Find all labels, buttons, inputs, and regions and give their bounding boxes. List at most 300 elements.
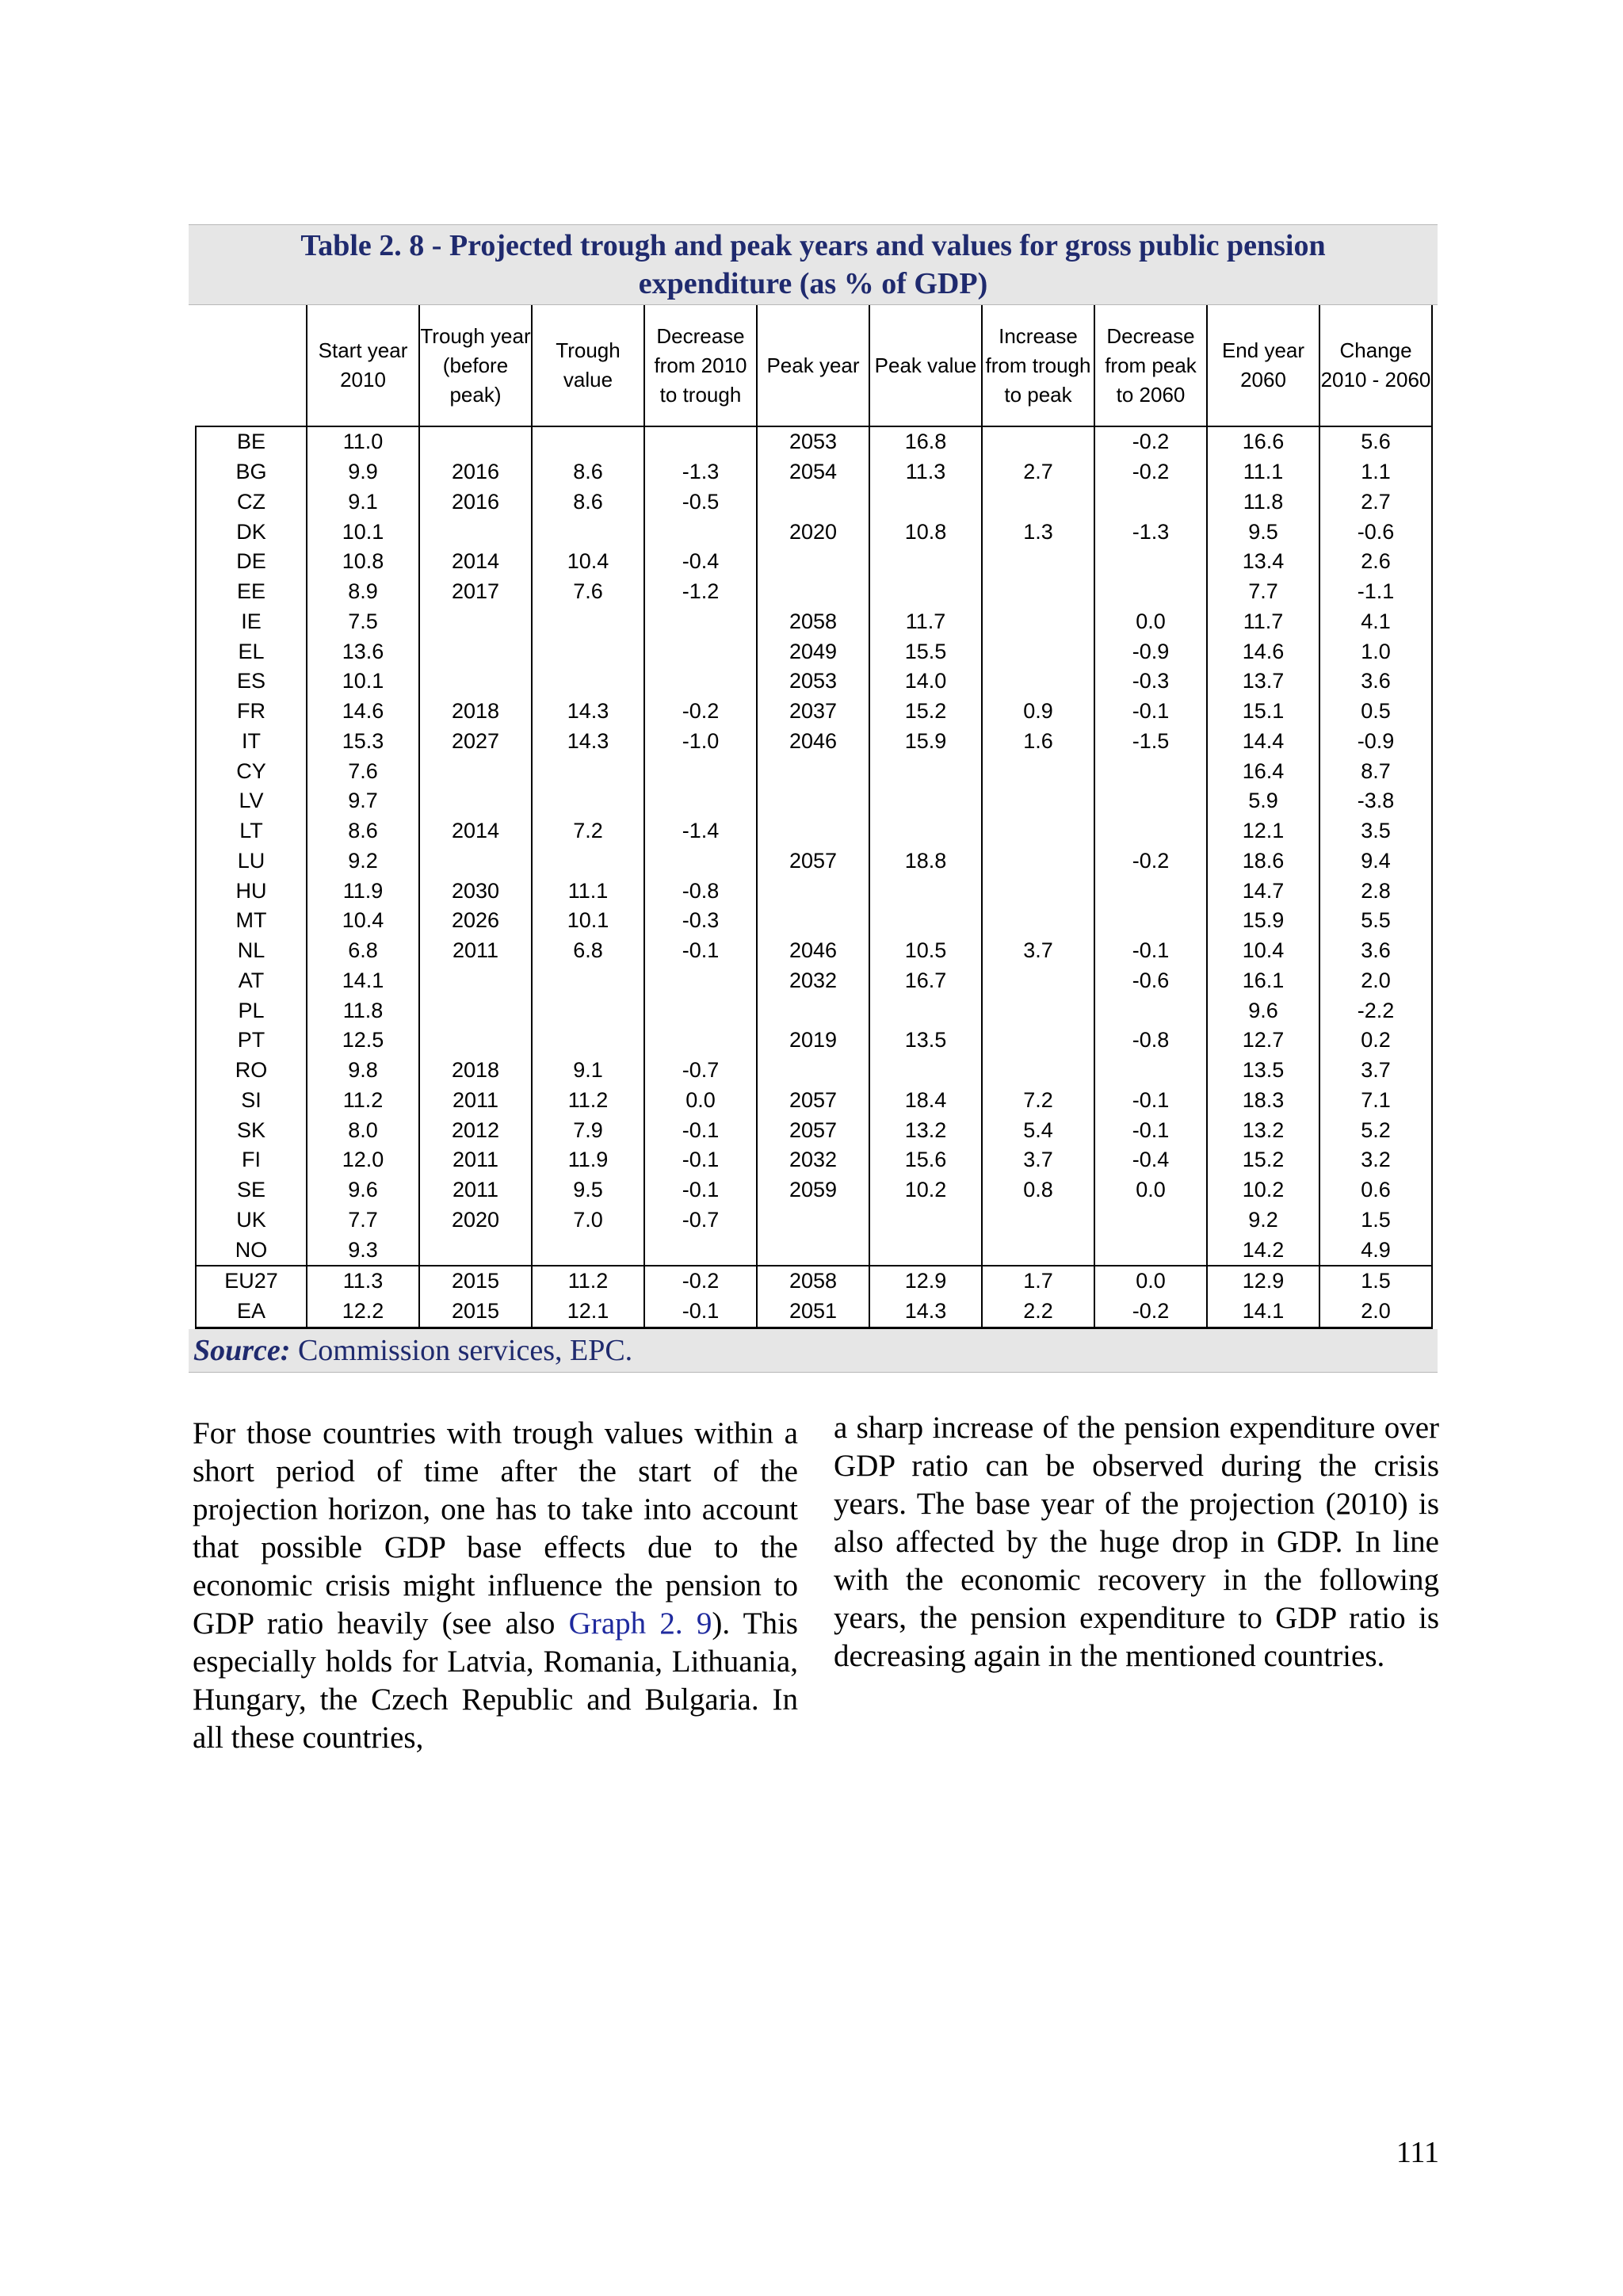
country-cell: LU bbox=[196, 846, 307, 877]
table-cell: 1.5 bbox=[1319, 1205, 1432, 1236]
table-cell: 9.1 bbox=[307, 487, 419, 518]
country-cell: PL bbox=[196, 995, 307, 1026]
table-cell: 1.3 bbox=[982, 517, 1094, 547]
country-cell: DE bbox=[196, 547, 307, 577]
table-cell: 2032 bbox=[757, 1145, 869, 1175]
table-row bbox=[196, 457, 1432, 487]
table-cell: 7.2 bbox=[982, 1086, 1094, 1116]
table-cell: 3.6 bbox=[1319, 667, 1432, 697]
table-row bbox=[196, 1205, 1432, 1236]
table-cell bbox=[532, 756, 644, 786]
table-cell: 12.9 bbox=[1207, 1266, 1319, 1297]
table-cell: 11.1 bbox=[1207, 457, 1319, 487]
table-cell: 11.2 bbox=[307, 1086, 419, 1116]
table-cell: 11.9 bbox=[307, 876, 419, 906]
table-cell: 8.0 bbox=[307, 1115, 419, 1145]
table-cell: 14.1 bbox=[1207, 1297, 1319, 1328]
table-cell: -3.8 bbox=[1319, 786, 1432, 816]
table-cell: -0.4 bbox=[644, 547, 757, 577]
table-cell: 2054 bbox=[757, 457, 869, 487]
table-cell bbox=[982, 876, 1094, 906]
table-cell: 10.2 bbox=[1207, 1175, 1319, 1205]
table-cell: 16.4 bbox=[1207, 756, 1319, 786]
table-cell: 8.6 bbox=[532, 487, 644, 518]
table-cell: 2.2 bbox=[982, 1297, 1094, 1328]
table-cell: -1.2 bbox=[644, 577, 757, 607]
graph-link[interactable]: Graph 2. 9 bbox=[568, 1606, 712, 1641]
table-cell bbox=[982, 995, 1094, 1026]
table-row bbox=[196, 667, 1432, 697]
table-cell: 10.1 bbox=[307, 667, 419, 697]
table-cell bbox=[757, 906, 869, 936]
table-cell bbox=[869, 1235, 982, 1266]
table-cell bbox=[532, 636, 644, 667]
table-cell: 2030 bbox=[419, 876, 532, 906]
table-cell bbox=[419, 1026, 532, 1056]
table-row bbox=[196, 816, 1432, 846]
table-cell bbox=[1094, 995, 1207, 1026]
table-cell: 11.2 bbox=[532, 1266, 644, 1297]
table-cell: 14.0 bbox=[869, 667, 982, 697]
table-cell bbox=[869, 487, 982, 518]
table-cell: 9.2 bbox=[307, 846, 419, 877]
table-cell: -0.1 bbox=[644, 936, 757, 966]
table-cell: 6.8 bbox=[307, 936, 419, 966]
table-cell: 2016 bbox=[419, 487, 532, 518]
table-cell: 4.1 bbox=[1319, 607, 1432, 637]
table-cell: 10.4 bbox=[1207, 936, 1319, 966]
country-cell: EL bbox=[196, 636, 307, 667]
table-cell: -0.8 bbox=[1094, 1026, 1207, 1056]
table-cell bbox=[419, 995, 532, 1026]
table-cell bbox=[982, 426, 1094, 457]
table-cell: 10.5 bbox=[869, 936, 982, 966]
table-cell: 15.2 bbox=[1207, 1145, 1319, 1175]
table-cell: -0.1 bbox=[644, 1145, 757, 1175]
table-cell: 15.9 bbox=[1207, 906, 1319, 936]
table-cell: 0.0 bbox=[1094, 1266, 1207, 1297]
table-cell: -0.2 bbox=[644, 697, 757, 727]
table-cell: 2057 bbox=[757, 1086, 869, 1116]
table-cell: -0.1 bbox=[1094, 936, 1207, 966]
table-cell: 7.7 bbox=[1207, 577, 1319, 607]
table-cell: 4.9 bbox=[1319, 1235, 1432, 1266]
table-cell bbox=[532, 667, 644, 697]
table-block bbox=[189, 224, 1438, 1373]
country-cell: IT bbox=[196, 727, 307, 757]
table-cell bbox=[982, 636, 1094, 667]
table-cell bbox=[982, 667, 1094, 697]
header-peak-year: Peak year bbox=[757, 305, 869, 426]
table-row bbox=[196, 697, 1432, 727]
table-cell bbox=[869, 756, 982, 786]
country-cell: BG bbox=[196, 457, 307, 487]
table-cell bbox=[982, 786, 1094, 816]
country-cell: EA bbox=[196, 1297, 307, 1328]
table-cell bbox=[869, 786, 982, 816]
table-cell: 8.9 bbox=[307, 577, 419, 607]
table-cell: 14.4 bbox=[1207, 727, 1319, 757]
table-cell bbox=[869, 547, 982, 577]
table-cell bbox=[532, 517, 644, 547]
table-cell bbox=[1094, 487, 1207, 518]
table-cell: 2.6 bbox=[1319, 547, 1432, 577]
table-cell: 2016 bbox=[419, 457, 532, 487]
table-cell bbox=[982, 577, 1094, 607]
table-cell bbox=[869, 876, 982, 906]
table-cell: 11.3 bbox=[307, 1266, 419, 1297]
table-cell bbox=[982, 1026, 1094, 1056]
table-row bbox=[196, 547, 1432, 577]
table-cell bbox=[982, 816, 1094, 846]
table-cell: 2011 bbox=[419, 1175, 532, 1205]
table-cell: 2.0 bbox=[1319, 966, 1432, 996]
table-cell: -1.0 bbox=[644, 727, 757, 757]
table-cell: -0.1 bbox=[1094, 1086, 1207, 1116]
table-cell: 2058 bbox=[757, 607, 869, 637]
header-trough-value: Trough value bbox=[532, 305, 644, 426]
table-cell bbox=[644, 786, 757, 816]
table-cell bbox=[757, 816, 869, 846]
source-text: Commission services, EPC. bbox=[290, 1333, 633, 1367]
table-cell bbox=[1094, 756, 1207, 786]
table-cell bbox=[982, 966, 1094, 996]
table-cell: -0.3 bbox=[1094, 667, 1207, 697]
table-cell bbox=[1094, 577, 1207, 607]
table-cell: 2057 bbox=[757, 1115, 869, 1145]
table-cell: 7.5 bbox=[307, 607, 419, 637]
table-title: Table 2. 8 - Projected trough and peak years and values for gross public pension expenditure (as % of GDP) bbox=[189, 224, 1438, 305]
table-cell: 0.5 bbox=[1319, 697, 1432, 727]
table-cell bbox=[982, 1235, 1094, 1266]
table-cell bbox=[757, 876, 869, 906]
country-cell: SK bbox=[196, 1115, 307, 1145]
table-cell: 14.3 bbox=[532, 697, 644, 727]
table-cell: 2018 bbox=[419, 1056, 532, 1086]
table-cell: 3.5 bbox=[1319, 816, 1432, 846]
table-cell bbox=[1094, 786, 1207, 816]
table-cell bbox=[757, 547, 869, 577]
table-cell bbox=[1094, 906, 1207, 936]
table-cell: 13.2 bbox=[869, 1115, 982, 1145]
table-cell bbox=[644, 966, 757, 996]
table-cell bbox=[644, 607, 757, 637]
table-cell: 2046 bbox=[757, 936, 869, 966]
table-cell: 1.5 bbox=[1319, 1266, 1432, 1297]
pension-table bbox=[195, 305, 1433, 1329]
table-cell: 2012 bbox=[419, 1115, 532, 1145]
country-cell: EE bbox=[196, 577, 307, 607]
table-cell: 7.7 bbox=[307, 1205, 419, 1236]
table-cell: 11.3 bbox=[869, 457, 982, 487]
table-cell: 16.8 bbox=[869, 426, 982, 457]
table-cell: -0.2 bbox=[1094, 846, 1207, 877]
table-cell bbox=[644, 846, 757, 877]
table-cell bbox=[757, 1235, 869, 1266]
table-cell bbox=[869, 995, 982, 1026]
table-row bbox=[196, 846, 1432, 877]
table-cell: 12.5 bbox=[307, 1026, 419, 1056]
table-cell: 15.6 bbox=[869, 1145, 982, 1175]
table-cell: 3.6 bbox=[1319, 936, 1432, 966]
table-cell bbox=[982, 906, 1094, 936]
table-cell bbox=[644, 1235, 757, 1266]
country-cell: FI bbox=[196, 1145, 307, 1175]
table-body bbox=[196, 426, 1432, 1328]
table-cell: 2.0 bbox=[1319, 1297, 1432, 1328]
table-cell: 2058 bbox=[757, 1266, 869, 1297]
table-cell bbox=[419, 1235, 532, 1266]
table-cell: -0.5 bbox=[644, 487, 757, 518]
country-cell: RO bbox=[196, 1056, 307, 1086]
table-cell bbox=[419, 966, 532, 996]
table-header-row bbox=[196, 305, 1432, 426]
table-cell bbox=[419, 607, 532, 637]
table-cell bbox=[419, 786, 532, 816]
table-cell: 0.6 bbox=[1319, 1175, 1432, 1205]
page-number: 111 bbox=[1396, 2136, 1439, 2169]
table-cell: -0.8 bbox=[644, 876, 757, 906]
table-cell: 15.3 bbox=[307, 727, 419, 757]
table-cell: 14.6 bbox=[307, 697, 419, 727]
table-cell: 2017 bbox=[419, 577, 532, 607]
table-row bbox=[196, 577, 1432, 607]
table-cell: 2011 bbox=[419, 936, 532, 966]
table-cell bbox=[532, 846, 644, 877]
table-cell bbox=[644, 1026, 757, 1056]
table-cell bbox=[982, 846, 1094, 877]
table-cell bbox=[532, 786, 644, 816]
table-cell bbox=[644, 756, 757, 786]
table-cell bbox=[757, 786, 869, 816]
table-row bbox=[196, 1115, 1432, 1145]
table-row bbox=[196, 727, 1432, 757]
table-cell: 18.4 bbox=[869, 1086, 982, 1116]
table-row bbox=[196, 607, 1432, 637]
table-cell: 2014 bbox=[419, 547, 532, 577]
table-cell: 7.9 bbox=[532, 1115, 644, 1145]
header-start-year: Start year 2010 bbox=[307, 305, 419, 426]
table-cell bbox=[419, 756, 532, 786]
table-cell bbox=[1094, 1056, 1207, 1086]
table-cell: 3.7 bbox=[982, 936, 1094, 966]
country-cell: IE bbox=[196, 607, 307, 637]
table-cell: 11.7 bbox=[1207, 607, 1319, 637]
table-cell: 2032 bbox=[757, 966, 869, 996]
table-cell: 11.8 bbox=[1207, 487, 1319, 518]
table-cell bbox=[982, 1205, 1094, 1236]
table-cell: -0.1 bbox=[1094, 697, 1207, 727]
table-cell: 0.9 bbox=[982, 697, 1094, 727]
table-cell: -0.1 bbox=[644, 1297, 757, 1328]
table-cell: 10.8 bbox=[869, 517, 982, 547]
table-cell: 2020 bbox=[419, 1205, 532, 1236]
country-cell: SE bbox=[196, 1175, 307, 1205]
table-cell: 10.1 bbox=[532, 906, 644, 936]
table-cell: -0.2 bbox=[1094, 457, 1207, 487]
table-cell: 2019 bbox=[757, 1026, 869, 1056]
table-cell: 9.9 bbox=[307, 457, 419, 487]
header-decrease-to-2060: Decrease from peak to 2060 bbox=[1094, 305, 1207, 426]
table-cell: -0.6 bbox=[1094, 966, 1207, 996]
country-cell: FR bbox=[196, 697, 307, 727]
table-cell bbox=[532, 607, 644, 637]
table-row bbox=[196, 756, 1432, 786]
table-cell: 9.5 bbox=[532, 1175, 644, 1205]
table-cell bbox=[644, 995, 757, 1026]
table-cell: -0.1 bbox=[644, 1115, 757, 1145]
table-cell: 11.9 bbox=[532, 1145, 644, 1175]
table-cell: 18.6 bbox=[1207, 846, 1319, 877]
left-text-start: For those countries with trough values within a short period of time after the start of the projection horizon, one has to take into account that possible GDP base effects due to the economic crisis might influence the pension to GDP ratio heavily (see also bbox=[193, 1416, 798, 1641]
table-cell bbox=[532, 995, 644, 1026]
table-row bbox=[196, 636, 1432, 667]
table-cell: 14.3 bbox=[869, 1297, 982, 1328]
table-cell: 15.1 bbox=[1207, 697, 1319, 727]
table-cell: 14.3 bbox=[532, 727, 644, 757]
table-row bbox=[196, 1175, 1432, 1205]
table-cell: 11.1 bbox=[532, 876, 644, 906]
table-source bbox=[189, 1329, 1438, 1373]
table-cell: 2051 bbox=[757, 1297, 869, 1328]
table-cell bbox=[532, 426, 644, 457]
body-paragraph-left bbox=[193, 1415, 798, 1757]
table-cell bbox=[1094, 1235, 1207, 1266]
table-cell bbox=[419, 426, 532, 457]
table-cell: 8.7 bbox=[1319, 756, 1432, 786]
table-cell bbox=[982, 607, 1094, 637]
table-cell: 14.1 bbox=[307, 966, 419, 996]
table-cell: 8.6 bbox=[532, 457, 644, 487]
table-cell bbox=[757, 756, 869, 786]
table-cell: 2.8 bbox=[1319, 876, 1432, 906]
table-row bbox=[196, 1086, 1432, 1116]
table-cell: 5.9 bbox=[1207, 786, 1319, 816]
table-cell: 9.5 bbox=[1207, 517, 1319, 547]
table-cell: 9.6 bbox=[307, 1175, 419, 1205]
table-cell bbox=[1094, 547, 1207, 577]
table-cell: -2.2 bbox=[1319, 995, 1432, 1026]
table-cell: -0.3 bbox=[644, 906, 757, 936]
table-cell: 10.8 bbox=[307, 547, 419, 577]
header-blank bbox=[196, 305, 307, 426]
table-cell bbox=[1094, 816, 1207, 846]
country-cell: HU bbox=[196, 876, 307, 906]
table-cell: 5.2 bbox=[1319, 1115, 1432, 1145]
table-cell: 2027 bbox=[419, 727, 532, 757]
table-cell bbox=[419, 517, 532, 547]
table-cell: 2059 bbox=[757, 1175, 869, 1205]
table-cell bbox=[982, 756, 1094, 786]
table-row bbox=[196, 1145, 1432, 1175]
table-cell: 9.1 bbox=[532, 1056, 644, 1086]
table-cell: 1.7 bbox=[982, 1266, 1094, 1297]
left-text-end: ). This especially holds for Latvia, Romania, Lithuania, Hungary, the Czech Republic and Bulgaria. In all these countries, bbox=[193, 1606, 798, 1755]
country-cell: SI bbox=[196, 1086, 307, 1116]
table-cell: 2014 bbox=[419, 816, 532, 846]
table-cell: 16.7 bbox=[869, 966, 982, 996]
table-row bbox=[196, 1026, 1432, 1056]
table-cell: 10.4 bbox=[307, 906, 419, 936]
table-row bbox=[196, 1235, 1432, 1266]
table-cell: 13.4 bbox=[1207, 547, 1319, 577]
table-cell: 13.2 bbox=[1207, 1115, 1319, 1145]
country-cell: CY bbox=[196, 756, 307, 786]
table-cell: 2057 bbox=[757, 846, 869, 877]
country-cell: UK bbox=[196, 1205, 307, 1236]
table-cell: -0.2 bbox=[1094, 426, 1207, 457]
table-cell: 11.2 bbox=[532, 1086, 644, 1116]
table-cell: 2026 bbox=[419, 906, 532, 936]
table-row bbox=[196, 876, 1432, 906]
table-row bbox=[196, 906, 1432, 936]
table-cell: 7.0 bbox=[532, 1205, 644, 1236]
table-cell: 15.5 bbox=[869, 636, 982, 667]
table-cell: 12.9 bbox=[869, 1266, 982, 1297]
table-cell bbox=[869, 577, 982, 607]
table-cell: 10.4 bbox=[532, 547, 644, 577]
country-cell: MT bbox=[196, 906, 307, 936]
table-cell: 2011 bbox=[419, 1086, 532, 1116]
table-cell: 18.3 bbox=[1207, 1086, 1319, 1116]
table-cell bbox=[757, 1056, 869, 1086]
country-cell: LT bbox=[196, 816, 307, 846]
table-row bbox=[196, 1056, 1432, 1086]
table-cell bbox=[644, 517, 757, 547]
table-cell: 16.1 bbox=[1207, 966, 1319, 996]
table-cell: 2015 bbox=[419, 1266, 532, 1297]
header-trough-year: Trough year (before peak) bbox=[419, 305, 532, 426]
table-cell: 7.6 bbox=[532, 577, 644, 607]
table-cell: 2.7 bbox=[982, 457, 1094, 487]
table-cell: -0.2 bbox=[644, 1266, 757, 1297]
table-cell: 18.8 bbox=[869, 846, 982, 877]
source-label: Source: bbox=[193, 1333, 291, 1367]
table-cell bbox=[532, 1235, 644, 1266]
table-cell: 9.3 bbox=[307, 1235, 419, 1266]
table-cell: 3.7 bbox=[1319, 1056, 1432, 1086]
table-cell bbox=[419, 846, 532, 877]
table-cell: -0.7 bbox=[644, 1056, 757, 1086]
table-cell: 2053 bbox=[757, 426, 869, 457]
table-cell: 2049 bbox=[757, 636, 869, 667]
table-cell: 1.1 bbox=[1319, 457, 1432, 487]
country-cell: BE bbox=[196, 426, 307, 457]
table-cell: 0.0 bbox=[1094, 1175, 1207, 1205]
table-cell: 3.7 bbox=[982, 1145, 1094, 1175]
table-cell: 2.7 bbox=[1319, 487, 1432, 518]
table-row bbox=[196, 487, 1432, 518]
table-cell bbox=[644, 636, 757, 667]
country-cell: AT bbox=[196, 966, 307, 996]
body-paragraph-right: a sharp increase of the pension expenditure over GDP ratio can be observed during the crisis years. The base year of the projection (2010) is also affected by the huge drop in GDP. In line with the economic recovery in the following years, the pension expenditure to GDP ratio is decreasing again in the mentioned countries. bbox=[834, 1411, 1439, 1673]
table-cell: 2018 bbox=[419, 697, 532, 727]
header-decrease-to-trough: Decrease from 2010 to trough bbox=[644, 305, 757, 426]
table-cell: 10.1 bbox=[307, 517, 419, 547]
table-cell: -0.2 bbox=[1094, 1297, 1207, 1328]
table-cell: 9.8 bbox=[307, 1056, 419, 1086]
country-cell: NO bbox=[196, 1235, 307, 1266]
country-cell: CZ bbox=[196, 487, 307, 518]
table-cell: 14.2 bbox=[1207, 1235, 1319, 1266]
table-cell: 12.1 bbox=[1207, 816, 1319, 846]
table-row bbox=[196, 1297, 1432, 1328]
table-cell: 10.2 bbox=[869, 1175, 982, 1205]
table-cell: 11.8 bbox=[307, 995, 419, 1026]
country-cell: DK bbox=[196, 517, 307, 547]
table-cell: 2011 bbox=[419, 1145, 532, 1175]
table-cell: 13.5 bbox=[869, 1026, 982, 1056]
